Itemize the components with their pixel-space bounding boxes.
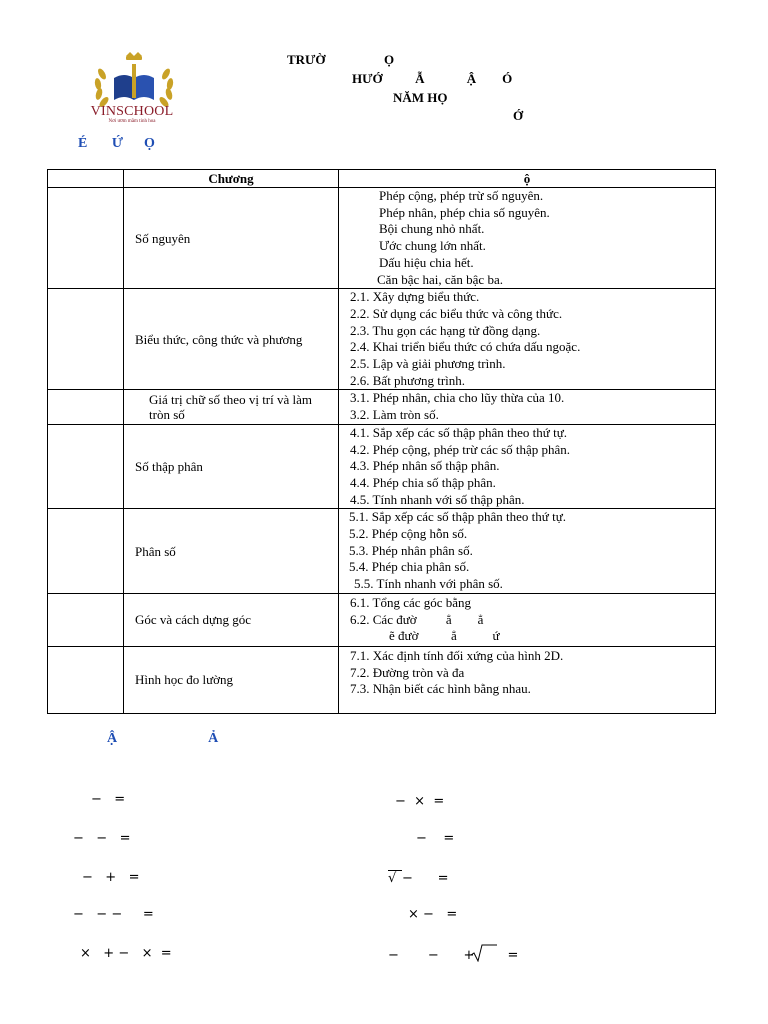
table-row [48, 509, 716, 594]
section-title-knowledge: É Ứ Ọ [78, 136, 155, 151]
topic-item: 4.5. Tính nhanh với số thập phân. [350, 491, 525, 507]
topic-item: 6.1. Tổng các góc bằng [350, 594, 472, 610]
square-root-icon: √ [388, 870, 402, 886]
topic-item: 5.5. Tính nhanh với phân số. [354, 576, 503, 592]
logo-slogan: Nơi ươm mầm tinh hoa [108, 119, 156, 124]
chapter-name: Hình học đo lường [135, 672, 234, 688]
table-row [48, 424, 716, 509]
chapter-name: Góc và cách dựng góc [135, 612, 252, 628]
chapter-name: Biểu thức, công thức và phương [135, 331, 303, 347]
header-line-3: NĂM HỌ [393, 90, 448, 105]
topic-item: Phép cộng, phép trừ số nguyên. [379, 188, 544, 203]
topic-item: Căn bậc hai, căn bậc ba. [377, 271, 503, 287]
topic-item: 4.4. Phép chia số thập phân. [350, 474, 496, 490]
topic-item: ẽ đườ ẳ ứ [389, 628, 500, 644]
topic-item: 4.2. Phép cộng, phép trừ các số thập phân. [350, 441, 571, 457]
table-row [48, 593, 716, 646]
logo-name: VINSCHOOL [90, 104, 174, 119]
header-line-4: Ớ [513, 108, 524, 123]
header-line-2: HƯỚ Ẫ Ậ Ó [352, 71, 513, 86]
exercise-left-5: × + − × = [80, 946, 172, 961]
square-root-icon [470, 944, 498, 962]
topic-item: 3.2. Làm tròn số. [350, 407, 439, 423]
topic-item: 2.6. Bất phương trình. [350, 372, 466, 388]
topic-item: 2.2. Sử dụng các biểu thức và công thức. [350, 305, 563, 321]
table-header-index [48, 170, 124, 188]
table-row [48, 188, 716, 289]
table-header-row [48, 170, 716, 188]
syllabus-table [47, 169, 716, 714]
topic-item: 7.1. Xác định tính đối xứng của hình 2D. [350, 647, 564, 663]
table-row [48, 289, 716, 390]
table-row [48, 646, 716, 713]
section-title-practice: Ậ Ả [107, 731, 219, 746]
topic-item: 3.1. Phép nhân, chia cho lũy thừa của 10. [350, 390, 565, 406]
topic-item: 5.2. Phép cộng hỗn số. [349, 526, 468, 542]
topic-item: Dấu hiệu chia hết. [379, 254, 474, 270]
table-header-chapter: Chương [124, 170, 339, 188]
topic-item: 5.3. Phép nhân phân số. [349, 542, 473, 558]
exercise-right-1: − × = [395, 794, 445, 809]
topic-item: 6.2. Các đườ ẳ ẳ [350, 611, 484, 627]
exercise-left-3: − + = [82, 870, 140, 885]
topic-item: Ước chung lớn nhất. [379, 238, 486, 254]
topic-item: 7.3. Nhận biết các hình bằng nhau. [350, 681, 531, 697]
chapter-name: Số thập phân [135, 459, 203, 475]
exercise-left-4: − − − = [73, 907, 154, 922]
chapter-name: Số nguyên [135, 230, 191, 246]
topic-item: 7.2. Đường tròn và đa [350, 664, 465, 680]
topic-item: 4.3. Phép nhân số thập phân. [350, 458, 500, 474]
topic-item: 2.3. Thu gọn các hạng tử đồng dạng. [350, 322, 541, 338]
exercise-right-3: √ − = [388, 871, 449, 886]
chapter-name: Giá trị chữ số theo vị trí và làm tròn số [149, 392, 313, 423]
topic-item: 5.4. Phép chia phân số. [349, 559, 470, 575]
topic-item: 2.1. Xây dựng biểu thức. [350, 289, 480, 305]
topic-item: 2.5. Lập và giải phương trình. [350, 356, 506, 372]
exercise-right-2: − = [416, 831, 455, 846]
topic-item: 2.4. Khai triển biểu thức có chứa dấu ngoặc. [350, 339, 581, 355]
topic-item: Bội chung nhỏ nhất. [379, 221, 485, 237]
exercise-right-4: × − = [408, 907, 458, 922]
exercise-left-2: − − = [73, 831, 131, 846]
table-header-topics: ộ [339, 170, 716, 188]
chapter-name: Phân số [135, 543, 176, 559]
topic-item: Phép nhân, phép chia số nguyên. [379, 204, 550, 220]
topic-item: 4.1. Sắp xếp các số thập phân theo thứ tự. [350, 424, 567, 440]
exercise-right-5: − − + = [388, 948, 519, 963]
header-line-1: TRƯỜ Ọ [287, 52, 395, 67]
table-row [48, 390, 716, 424]
topic-item: 5.1. Sắp xếp các số thập phân theo thứ tự. [349, 509, 566, 525]
exercise-left-1: − = [91, 792, 126, 807]
